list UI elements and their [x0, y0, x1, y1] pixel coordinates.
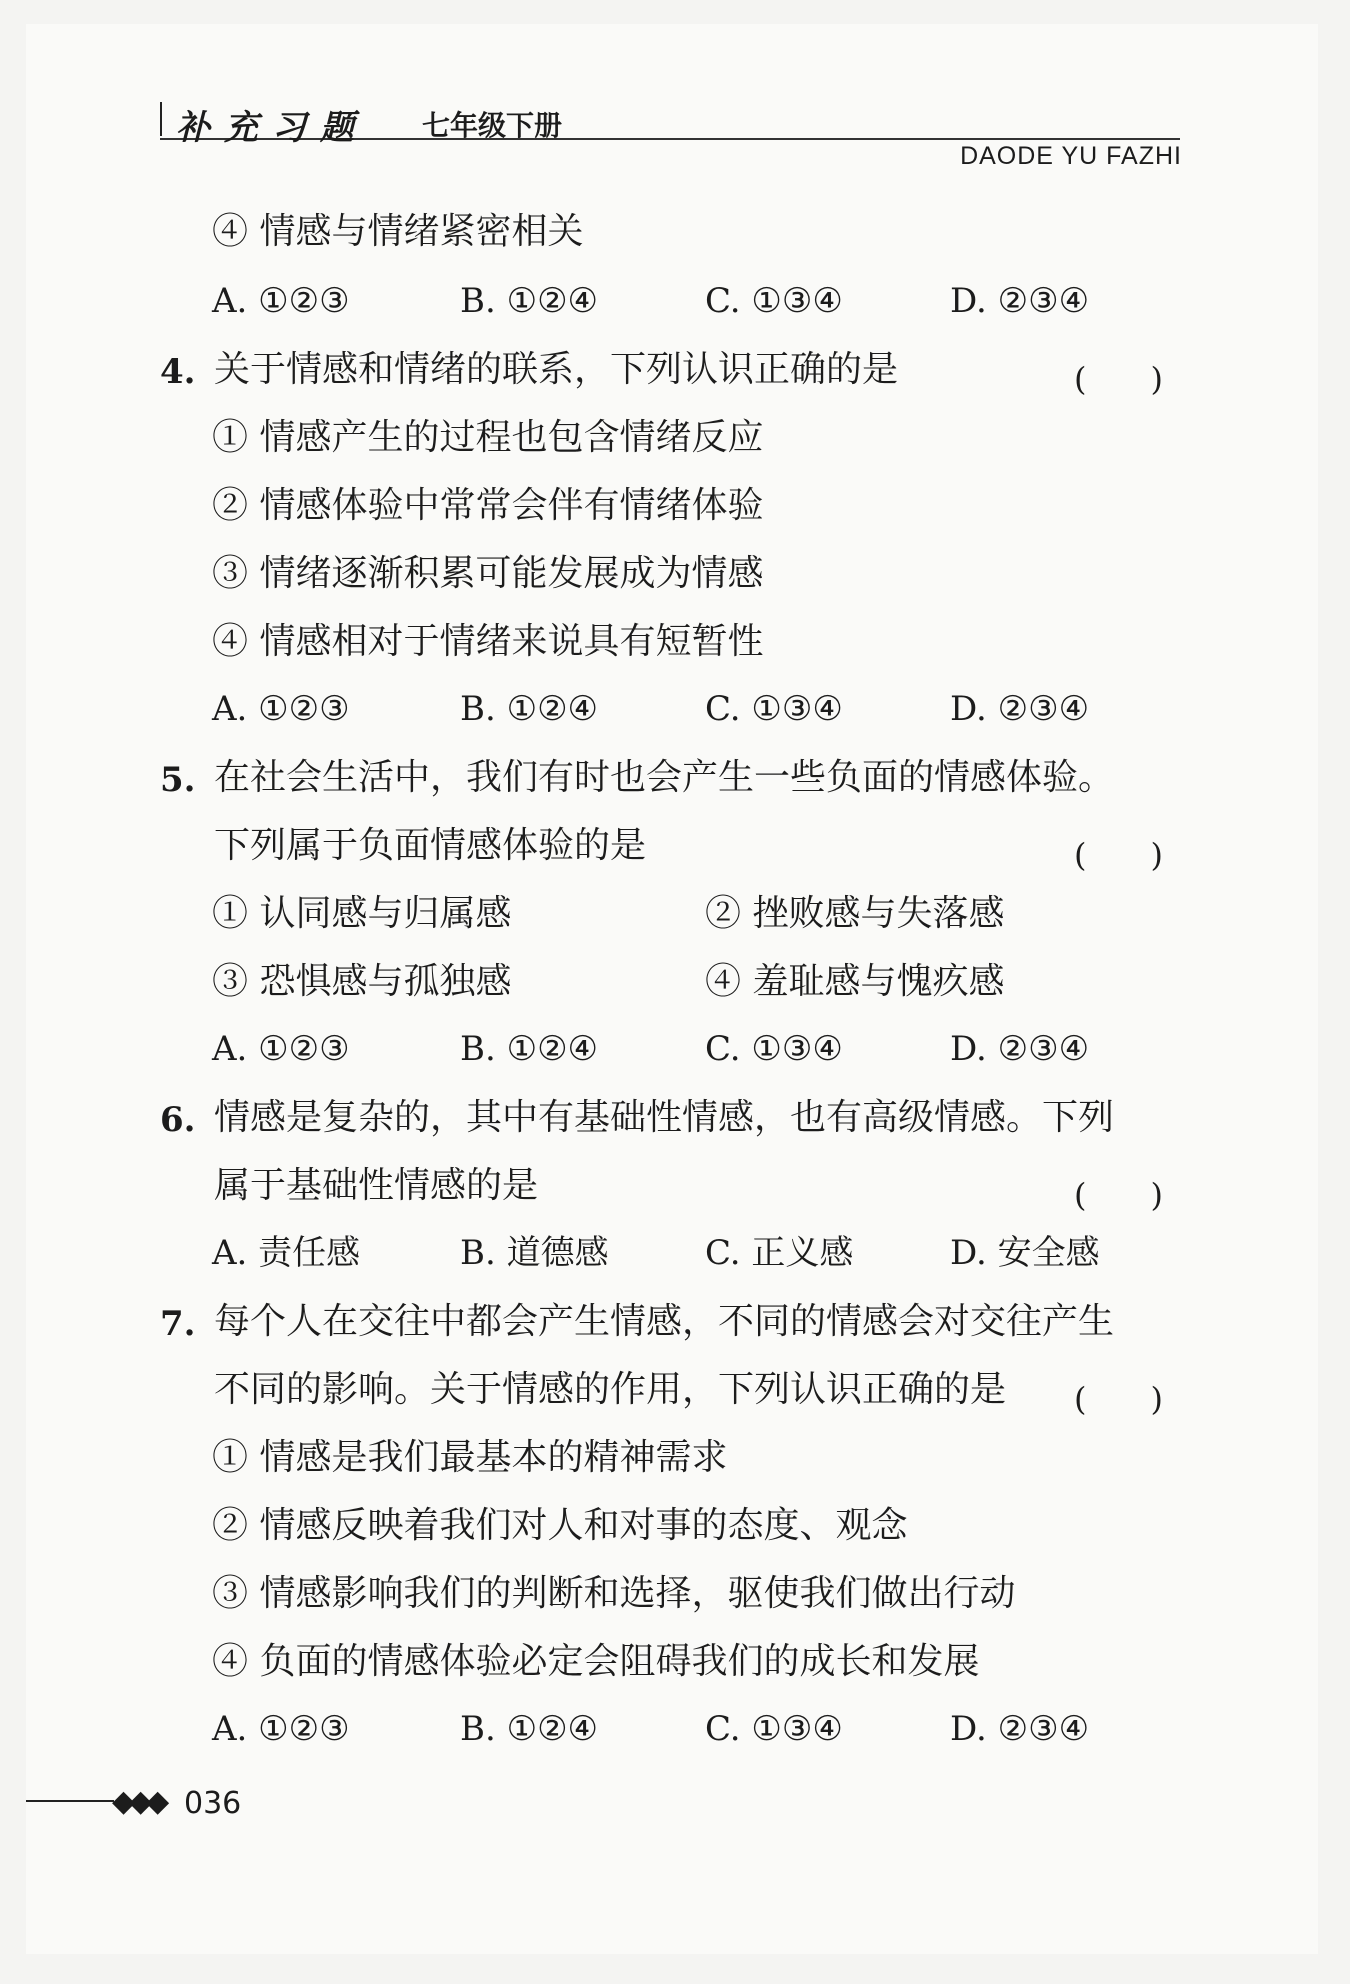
header-pinyin: DAODE YU FAZHI [960, 142, 1182, 170]
q4-answer-blank[interactable]: ( ) [1074, 360, 1163, 398]
q4-number: 4. [160, 352, 196, 392]
q6-answer-blank[interactable]: ( ) [1074, 1176, 1163, 1214]
q4-stem: 关于情感和情绪的联系，下列认识正确的是 [214, 349, 899, 390]
q6-number: 6. [160, 1100, 196, 1140]
q4-item-2: ② 情感体验中常常会伴有情绪体验 [212, 485, 764, 526]
q7-option-c[interactable]: C. ①③④ [705, 1709, 843, 1749]
q4-item-3: ③ 情绪逐渐积累可能发展成为情感 [212, 553, 764, 594]
q7-option-b[interactable]: B. ①②④ [460, 1709, 599, 1749]
q6-stem-line-1: 情感是复杂的，其中有基础性情感，也有高级情感。下列 [214, 1097, 1115, 1138]
q6-option-c[interactable]: C. 正义感 [705, 1233, 854, 1273]
q6-option-a[interactable]: A. 责任感 [212, 1233, 361, 1273]
q7-stem-line-1: 每个人在交往中都会产生情感，不同的情感会对交往产生 [214, 1301, 1115, 1342]
q3-option-a[interactable]: A. ①②③ [212, 281, 350, 321]
q7-item-2: ② 情感反映着我们对人和对事的态度、观念 [212, 1505, 908, 1546]
q5-option-d[interactable]: D. ②③④ [950, 1029, 1090, 1069]
q7-item-3: ③ 情感影响我们的判断和选择，驱使我们做出行动 [212, 1573, 1016, 1614]
q5-option-a[interactable]: A. ①②③ [212, 1029, 350, 1069]
q3-option-d[interactable]: D. ②③④ [950, 281, 1090, 321]
q4-option-b[interactable]: B. ①②④ [460, 689, 599, 729]
footer-rule [26, 1800, 114, 1802]
header-grade: 七年级下册 [422, 109, 563, 142]
q7-stem-line-2: 不同的影响。关于情感的作用，下列认识正确的是 [214, 1369, 1007, 1410]
q4-option-d[interactable]: D. ②③④ [950, 689, 1090, 729]
q5-item-1: ① 认同感与归属感 [212, 893, 512, 934]
q7-number: 7. [160, 1304, 196, 1344]
q4-option-c[interactable]: C. ①③④ [705, 689, 843, 729]
diamond-icon: ◆◆◆ [112, 1784, 164, 1819]
header-rule-vertical [160, 102, 162, 136]
q4-option-a[interactable]: A. ①②③ [212, 689, 350, 729]
q7-option-a[interactable]: A. ①②③ [212, 1709, 350, 1749]
q7-option-d[interactable]: D. ②③④ [950, 1709, 1090, 1749]
q5-item-2: ② 挫败感与失落感 [705, 893, 1005, 934]
q5-option-b[interactable]: B. ①②④ [460, 1029, 599, 1069]
q4-item-4: ④ 情感相对于情绪来说具有短暂性 [212, 621, 764, 662]
q6-option-b[interactable]: B. 道德感 [460, 1233, 609, 1273]
q5-item-4: ④ 羞耻感与愧疚感 [705, 961, 1005, 1002]
q3-item-4: ④ 情感与情绪紧密相关 [212, 211, 584, 252]
q7-item-4: ④ 负面的情感体验必定会阻碍我们的成长和发展 [212, 1641, 980, 1682]
q6-stem-line-2: 属于基础性情感的是 [214, 1165, 539, 1206]
page-number: 036 [184, 1786, 242, 1821]
q7-item-1: ① 情感是我们最基本的精神需求 [212, 1437, 728, 1478]
q3-option-b[interactable]: B. ①②④ [460, 281, 599, 321]
q6-option-d[interactable]: D. 安全感 [950, 1233, 1100, 1273]
q7-answer-blank[interactable]: ( ) [1074, 1380, 1163, 1418]
q5-option-c[interactable]: C. ①③④ [705, 1029, 843, 1069]
running-header [160, 100, 1180, 148]
header-brand: 补充习题 [176, 108, 368, 148]
q5-item-3: ③ 恐惧感与孤独感 [212, 961, 512, 1002]
q5-stem-line-1: 在社会生活中，我们有时也会产生一些负面的情感体验。 [214, 757, 1115, 798]
q5-number: 5. [160, 760, 196, 800]
q5-stem-line-2: 下列属于负面情感体验的是 [214, 825, 647, 866]
q3-option-c[interactable]: C. ①③④ [705, 281, 843, 321]
q5-answer-blank[interactable]: ( ) [1074, 836, 1163, 874]
q4-item-1: ① 情感产生的过程也包含情绪反应 [212, 417, 764, 458]
